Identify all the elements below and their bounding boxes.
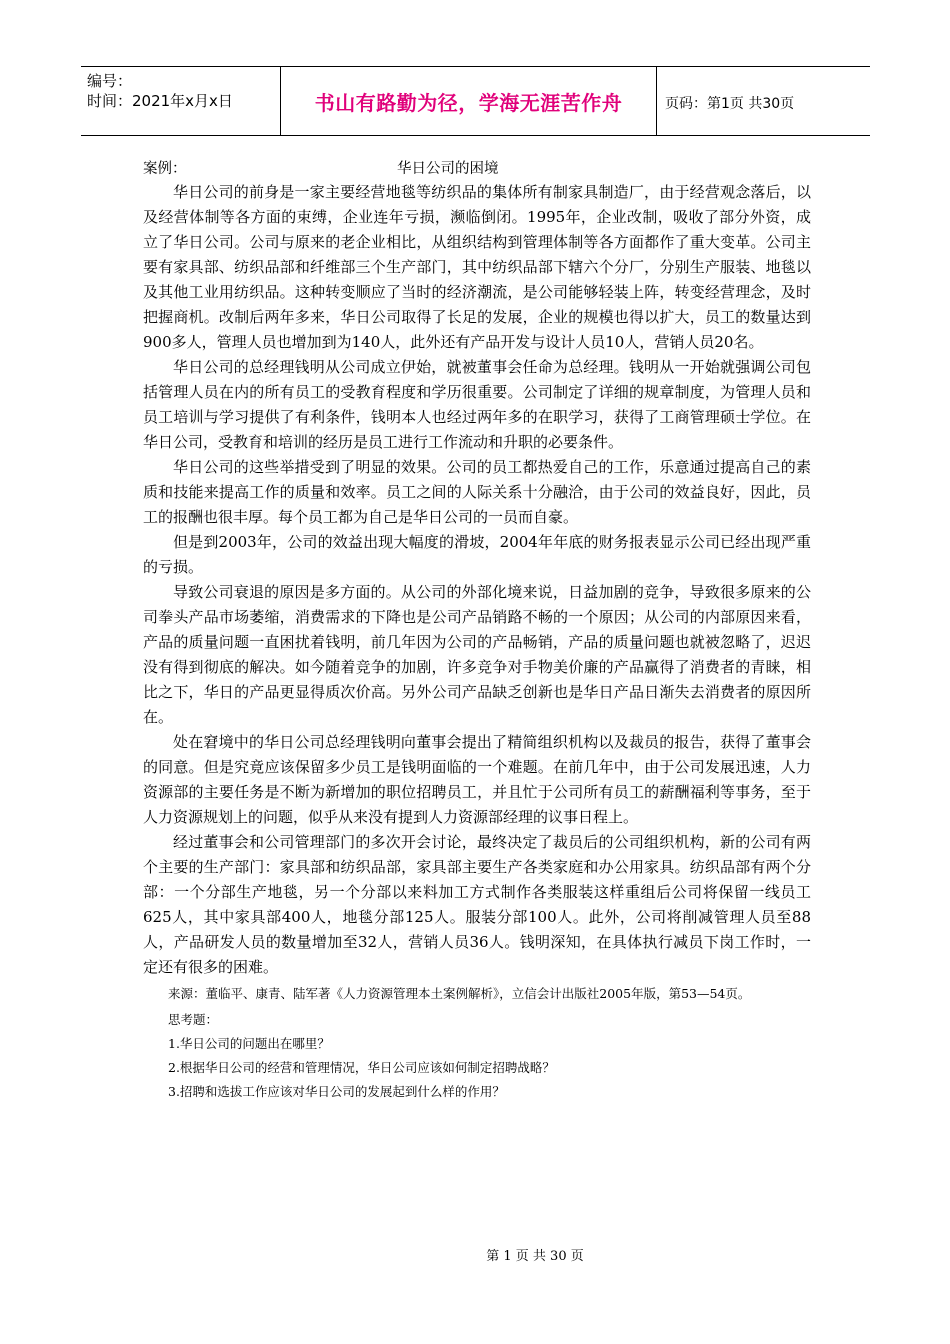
case-heading [143, 158, 811, 180]
header-divider [656, 67, 657, 135]
question-item: 1.华日公司的问题出在哪里？ [168, 1036, 330, 1051]
question-item: 3.招聘和选拔工作应该对华日公司的发展起到什么样的作用？ [168, 1084, 505, 1099]
case-label: 案例： [143, 161, 187, 177]
paragraph: 处在窘境中的华日公司总经理钱明向董事会提出了精简组织机构以及裁员的报告，获得了董事会的同意。但是究竟应该保留多少员工是钱明面临的一个难题。在前几年中，由于公司发展迅速，人力资源部的主要任务是不断为新增加的职位招聘员工，并且忙于公司所有员工的薪酬福利等事务，至于人力资源规划上的问题，似乎从来没有提到人力资源部经理的议事日程上。 [143, 733, 811, 826]
document-number: 编号： [87, 72, 133, 90]
source-citation: 来源：董临平、康青、陆军著《人力资源管理本土案例解析》，立信会计出版社2005年版，第53—54页。 [168, 986, 751, 1001]
page-header [81, 66, 870, 136]
paragraph: 但是到2003年，公司的效益出现大幅度的滑坡，2004年年底的财务报表显示公司已经出现严重的亏损。 [143, 533, 811, 576]
paragraph: 华日公司的前身是一家主要经营地毯等纺织品的集体所有制家具制造厂，由于经营观念落后，以及经营体制等各方面的束缚，企业连年亏损，濒临倒闭。1995年，企业改制，吸收了部分外资，成立了华日公司。公司与原来的老企业相比，从组织结构到管理体制等各方面都作了重大变革。公司主要有家具部、纺织品部和纤维部三个生产部门，其中纺织品部下辖六个分厂，分别生产服装、地毯以及其他工业用纺织品。这种转变顺应了当时的经济潮流，是公司能够轻装上阵，转变经营理念，及时把握商机。改制后两年多来，华日公司取得了长足的发展，企业的规模也得以扩大，员工的数量达到900多人，管理人员也增加到为140人，此外还有产品开发与设计人员10人，营销人员20名。 [143, 183, 811, 351]
question-item: 2.根据华日公司的经营和管理情况，华日公司应该如何制定招聘战略？ [168, 1060, 555, 1075]
header-meta [87, 71, 233, 111]
paragraph: 导致公司衰退的原因是多方面的。从公司的外部化境来说，日益加剧的竞争，导致很多原来的公司拳头产品市场萎缩，消费需求的下降也是公司产品销路不畅的一个原因；从公司的内部原因来看，产品的质量问题一直困扰着钱明，前几年因为公司的产品畅销，产品的质量问题也就被忽略了，迟迟没有得到彻底的解决。如今随着竞争的加剧，许多竞争对手物美价廉的产品赢得了消费者的青睐，相比之下，华日的产品更显得质次价高。另外公司产品缺乏创新也是华日产品日渐失去消费者的原因所在。 [143, 583, 811, 726]
paragraph: 经过董事会和公司管理部门的多次开会讨论，最终决定了裁员后的公司组织机构，新的公司有两个主要的生产部门：家具部和纺织品部，家具部主要生产各类家庭和办公用家具。纺织品部有两个分部：一个分部生产地毯，另一个分部以来料加工方式制作各类服装这样重组后公司将保留一线员工625人，其中家具部400人，地毯分部125人。服装分部100人。此外，公司将削减管理人员至88人，产品研发人员的数量增加至32人，营销人员36人。钱明深知，在具体执行减员下岗工作时，一定还有很多的困难。 [143, 833, 811, 976]
case-title: 华日公司的困境 [397, 161, 499, 177]
page-footer: 第 1 页 共 30 页 [486, 1249, 584, 1264]
questions-heading: 思考题： [168, 1012, 219, 1027]
paragraph: 华日公司的这些举措受到了明显的效果。公司的员工都热爱自己的工作，乐意通过提高自己的素质和技能来提高工作的质量和效率。员工之间的人际关系十分融洽，由于公司的效益良好，因此，员工的报酬也很丰厚。每个员工都为自己是华日公司的一员而自豪。 [143, 458, 811, 526]
header-motto: 书山有路勤为径，学海无涯苦作舟 [314, 90, 623, 115]
header-page-number: 页码：第1页 共30页 [665, 96, 795, 112]
document-body [143, 158, 811, 1104]
document-date: 时间：2021年x月x日 [87, 92, 233, 110]
paragraph: 华日公司的总经理钱明从公司成立伊始，就被董事会任命为总经理。钱明从一开始就强调公司包括管理人员在内的所有员工的受教育程度和学历很重要。公司制定了详细的规章制度，为管理人员和员工培训与学习提供了有利条件，钱明本人也经过两年多的在职学习，获得了工商管理硕士学位。在华日公司，受教育和培训的经历是员工进行工作流动和升职的必要条件。 [143, 358, 811, 451]
